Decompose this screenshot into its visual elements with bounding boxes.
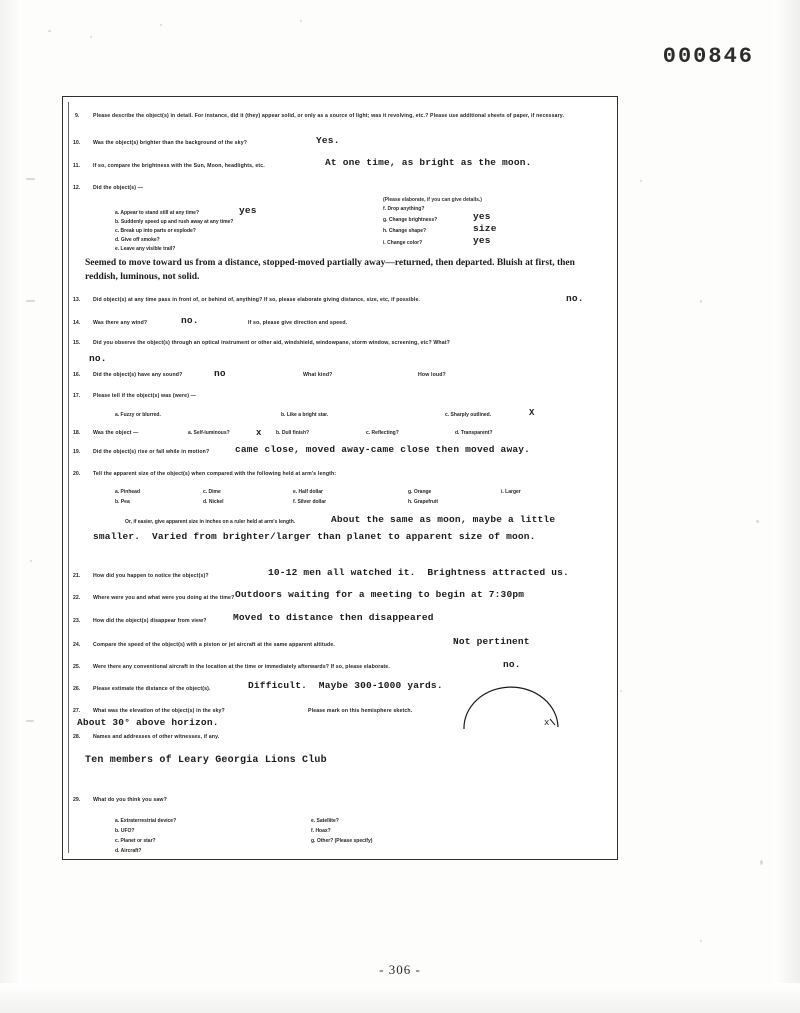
q19-text: Did the object(s) rise or fall while in motion? — [93, 449, 210, 455]
scan-edge-right — [774, 0, 800, 1013]
q12-item-a-answer: yes — [239, 205, 257, 216]
q10-number: 10. — [73, 140, 81, 146]
q20-option-a: a. Pinhead — [115, 489, 141, 495]
q21-text: How did you happen to notice the object(s)? — [93, 573, 209, 579]
q13-answer: no. — [566, 293, 584, 304]
q18-option-d: d. Transparent? — [455, 430, 493, 436]
q24-text: Compare the speed of the object(s) with a piston or jet aircraft at the same apparent altitude. — [93, 642, 335, 648]
hemisphere-sketch — [458, 685, 568, 735]
q12-item-i-answer: yes — [473, 235, 491, 246]
q12-item-e: e. Leave any visible trail? — [115, 246, 176, 252]
scan-edge-bottom — [0, 983, 800, 1013]
q29-number: 29. — [73, 797, 81, 803]
q20-option-b: b. Pea — [115, 499, 130, 505]
q29-text: What do you think you saw? — [93, 797, 167, 803]
q12-item-d: d. Give off smoke? — [115, 237, 160, 243]
q27-number: 27. — [73, 708, 81, 714]
q20-option-c: c. Dime — [203, 489, 221, 495]
q12-item-c: c. Break up into parts or explode? — [115, 228, 196, 234]
q17-option-b: b. Like a bright star. — [281, 412, 329, 418]
q22-number: 22. — [73, 595, 81, 601]
q29-option-g: g. Other? (Please specify) — [311, 838, 373, 844]
q15-number: 15. — [73, 340, 81, 346]
q20-answer-line1: About the same as moon, maybe a little — [331, 514, 556, 525]
q20-number: 20. — [73, 471, 81, 477]
q27-answer: About 30° above horizon. — [77, 717, 219, 728]
q20-option-f: f. Silver dollar — [293, 499, 327, 505]
q23-answer: Moved to distance then disappeared — [233, 612, 434, 623]
q11-answer: At one time, as bright as the moon. — [325, 157, 532, 168]
q20-option-h: h. Grapefruit — [408, 499, 439, 505]
q16-text-3: How loud? — [418, 372, 446, 378]
q26-answer: Difficult. Maybe 300-1000 yards. — [248, 680, 443, 691]
q15-text: Did you observe the object(s) through an optical instrument or other aid, windshield, windowpane, storm window, screening, etc? What? — [93, 340, 450, 346]
q20-answer-line2: smaller. Varied from brighter/larger than planet to apparent size of moon. — [93, 531, 536, 542]
q18-option-a: a. Self-luminous? — [188, 430, 230, 436]
form-border — [62, 96, 618, 860]
scan-speck — [700, 300, 702, 303]
q25-number: 25. — [73, 664, 81, 670]
q19-number: 19. — [73, 449, 81, 455]
q11-number: 11. — [73, 163, 80, 169]
q16-answer: no — [214, 368, 226, 379]
q12-narrative: Seemed to move toward us from a distance, stopped-moved partially away—returned, then departed. Bluish at first, then reddish, luminous, not solid. — [85, 258, 575, 282]
q20-option-e: e. Half dollar — [293, 489, 324, 495]
q9-number: 9. — [75, 113, 80, 119]
q16-number: 16. — [73, 372, 81, 378]
q26-number: 26. — [73, 686, 81, 692]
scan-speck — [48, 30, 51, 32]
q17-check-mark: X — [529, 408, 535, 418]
q29-option-b: b. UFO? — [115, 828, 135, 834]
q28-number: 28. — [73, 734, 81, 740]
q9-text: Please describe the object(s) in detail. For instance, did it (they) appear solid, or only as a source of light; was it revolving, etc.? Please use additional sheets of paper, if necessary. — [93, 113, 565, 119]
q20-option-i: i. Larger — [501, 489, 521, 495]
scan-speck — [90, 36, 92, 38]
q11-text: If so, compare the brightness with the Sun, Moon, headlights, etc. — [93, 163, 265, 169]
scan-speck — [26, 300, 35, 302]
q12-item-f: f. Drop anything? — [383, 206, 425, 212]
q10-answer: Yes. — [316, 135, 340, 146]
q29-option-e: e. Satellite? — [311, 818, 339, 824]
scan-speck — [640, 180, 642, 182]
q12-text: Did the object(s) — — [93, 185, 144, 191]
q20-option-d: d. Nickel — [203, 499, 224, 505]
q20-sub-text: Or, if easier, give apparent size in inches on a ruler held at arm's length. — [125, 519, 296, 525]
q29-option-f: f. Hoax? — [311, 828, 331, 834]
q16-text: Did the object(s) have any sound? — [93, 372, 183, 378]
q18-number: 18. — [73, 430, 81, 436]
q12-item-b: b. Suddenly speed up and rush away at any time? — [115, 219, 234, 225]
scan-edge-left — [0, 0, 22, 1013]
document-control-number: 000846 — [662, 44, 754, 69]
q21-answer: 10-12 men all watched it. Brightness attracted us. — [268, 567, 569, 578]
q20-option-g: g. Orange — [408, 489, 432, 495]
q12-item-i: i. Change color? — [383, 240, 423, 246]
q13-text: Did object(s) at any time pass in front of, or behind of, anything? If so, please elaborate giving distance, size, etc, if possible. — [93, 297, 421, 303]
q28-text: Names and addresses of other witnesses, if any. — [93, 734, 220, 740]
scan-speck — [160, 24, 162, 26]
q14-text-2: If so, please give direction and speed. — [248, 320, 348, 326]
q17-option-c: c. Sharply outlined. — [445, 412, 492, 418]
q14-answer: no. — [181, 315, 199, 326]
scan-speck — [26, 720, 34, 722]
q12-number: 12. — [73, 185, 81, 191]
q27-text-2: Please mark on this hemisphere sketch. — [308, 708, 413, 714]
q21-number: 21. — [73, 573, 81, 579]
q14-text: Was there any wind? — [93, 320, 148, 326]
q22-answer: Outdoors waiting for a meeting to begin at 7:30pm — [235, 589, 525, 600]
q25-text: Were there any conventional aircraft in the location at the time or immediately afterwards? If so, please elaborate. — [93, 664, 390, 670]
q12-item-g-answer: yes — [473, 211, 491, 222]
q13-number: 13. — [73, 297, 81, 303]
q28-answer: Ten members of Leary Georgia Lions Club — [85, 755, 327, 766]
scan-speck — [26, 178, 35, 180]
q24-number: 24. — [73, 642, 81, 648]
q27-text: What was the elevation of the object(s) in the sky? — [93, 708, 225, 714]
q18-option-c: c. Reflecting? — [366, 430, 399, 436]
q18-check-mark: x — [256, 428, 262, 438]
q20-text: Tell the apparent size of the object(s) when compared with the following held at arm's length: — [93, 471, 337, 477]
q29-option-c: c. Planet or star? — [115, 838, 156, 844]
q12-item-g: g. Change brightness? — [383, 217, 438, 223]
q12-item-h-answer: size — [473, 223, 497, 234]
q12-elaborate-note: (Please elaborate, if you can give details.) — [383, 197, 482, 203]
q24-answer: Not pertinent — [453, 636, 530, 647]
scan-speck — [300, 20, 302, 22]
q23-number: 23. — [73, 618, 81, 624]
scan-speck — [760, 860, 763, 865]
q29-option-a: a. Extraterrestrial device? — [115, 818, 177, 824]
q17-option-a: a. Fuzzy or blurred. — [115, 412, 161, 418]
svg-text:x: x — [544, 718, 550, 728]
q18-text: Was the object — — [93, 430, 139, 436]
q16-text-2: What kind? — [303, 372, 333, 378]
q25-answer: no. — [503, 659, 521, 670]
q26-text: Please estimate the distance of the object(s). — [93, 686, 211, 692]
q10-text: Was the object(s) brighter than the background of the sky? — [93, 140, 248, 146]
scan-speck — [756, 520, 759, 523]
q23-text: How did the object(s) disappear from view? — [93, 618, 207, 624]
q22-text: Where were you and what were you doing at the time? — [93, 595, 235, 601]
page-footer: - 306 - — [379, 962, 421, 977]
q12-item-a: a. Appear to stand still at any time? — [115, 210, 199, 216]
q17-text: Please tell if the object(s) was (were) — — [93, 393, 197, 399]
scan-speck — [30, 560, 32, 562]
q19-answer: came close, moved away-came close then moved away. — [235, 444, 531, 455]
q18-option-b: b. Dull finish? — [276, 430, 310, 436]
q14-number: 14. — [73, 320, 81, 326]
scan-speck — [700, 940, 702, 942]
q17-number: 17. — [73, 393, 81, 399]
q15-answer: no. — [89, 353, 107, 364]
q12-item-h: h. Change shape? — [383, 228, 427, 234]
q29-option-d: d. Aircraft? — [115, 848, 142, 854]
scan-speck — [620, 690, 622, 692]
